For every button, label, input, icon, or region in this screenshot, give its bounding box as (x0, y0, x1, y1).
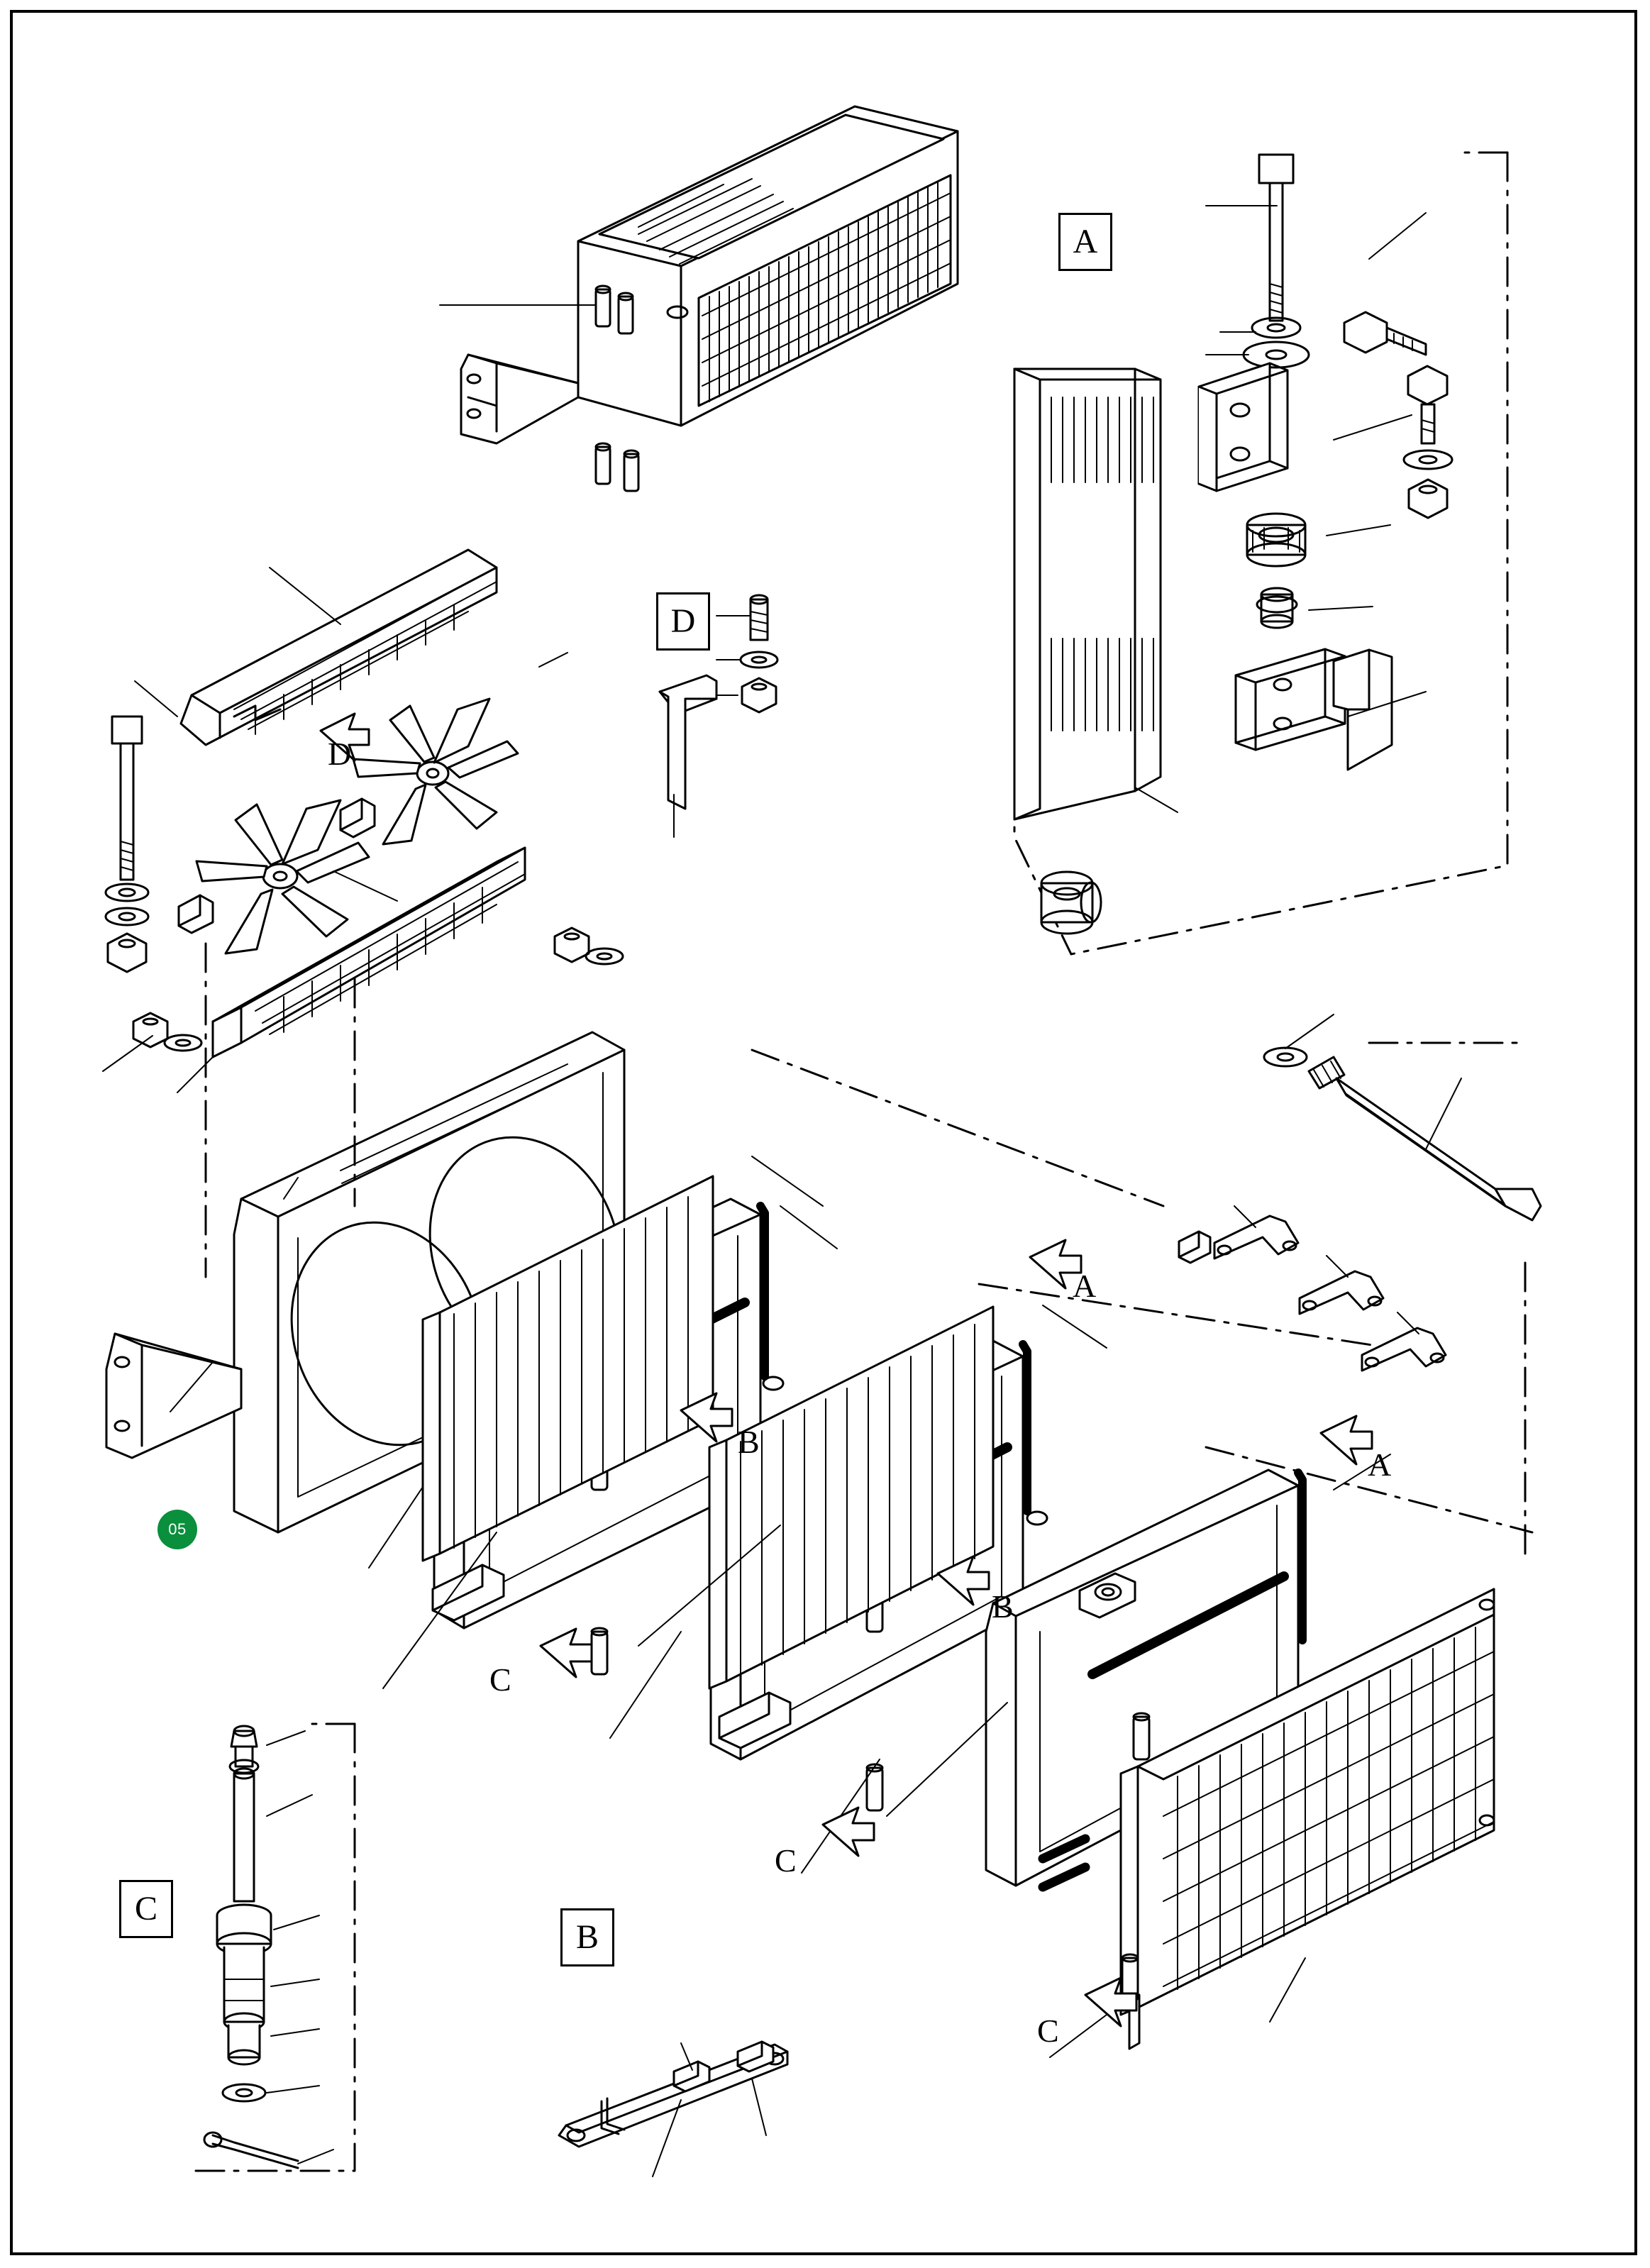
callout-label: B (575, 1918, 599, 1956)
clamp-links-group (1179, 1206, 1446, 1371)
arrow-label-C-lower: C (775, 1842, 797, 1879)
top-radiator-core (440, 106, 958, 491)
callout-label: A (1073, 223, 1098, 260)
page-badge (157, 1510, 197, 1549)
arrow-label-C-bottom: C (1037, 2013, 1059, 2049)
callout-box-B-bottom (560, 1908, 614, 1966)
callout-box-C-left (119, 1880, 173, 1938)
arrow-label-A-mid: A (1073, 1268, 1097, 1304)
fan-blade-assembly-1 (353, 699, 518, 844)
callout-box-D-top (656, 592, 710, 651)
arrow-label-A-right: A (1368, 1446, 1392, 1483)
detail-B-group (559, 2042, 787, 2176)
callout-label: C (134, 1890, 157, 1927)
callout-box-A-top (1058, 213, 1112, 271)
fan-and-guard-group (103, 550, 623, 1092)
arrow-label-B-right: B (992, 1588, 1014, 1625)
detail-A-group (1014, 153, 1507, 954)
arrow-label-B-mid: B (738, 1424, 760, 1460)
arrow-label-D-fan: D (328, 736, 352, 772)
page-badge-label: 05 (168, 1520, 187, 1538)
detail-C-group (192, 1724, 355, 2171)
long-tie-rod (1264, 1014, 1541, 1220)
callout-label: D (670, 602, 696, 640)
arrow-label-C-mid: C (489, 1661, 511, 1698)
